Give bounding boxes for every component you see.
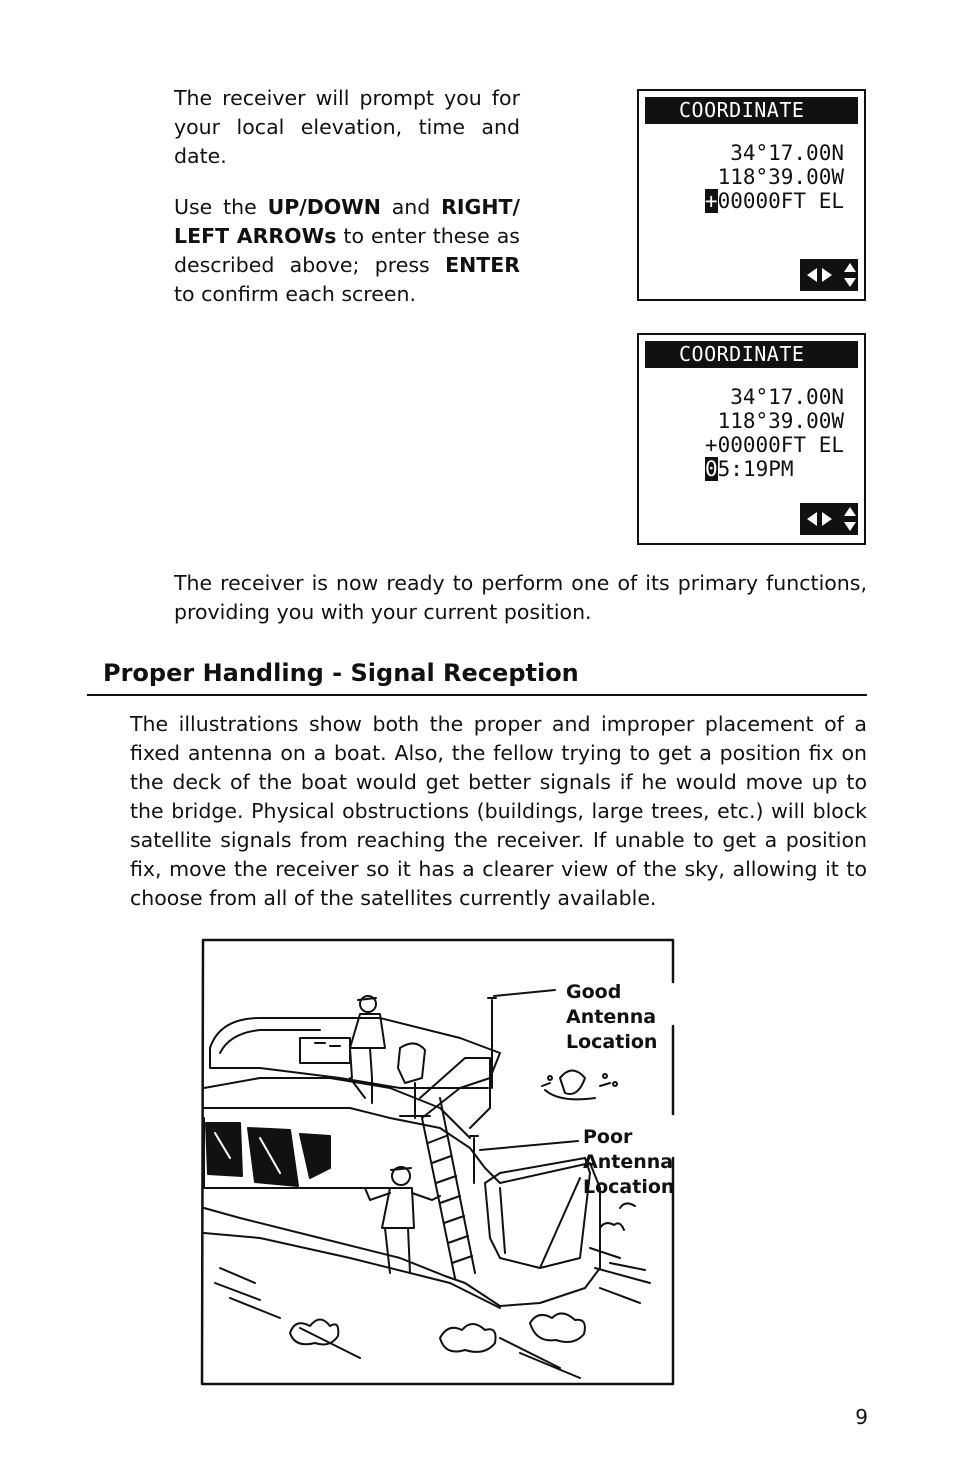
boat-illustration [200, 938, 676, 1386]
lcd-longitude: 118°39.00W [717, 409, 844, 433]
intro-paragraph: The receiver will prompt you for your local elevation, time and date. [174, 86, 520, 168]
and-word: and [380, 195, 442, 219]
lcd-title: COORDINATE [645, 341, 858, 368]
arrow-keys-icon [800, 503, 858, 535]
lcd-latitude: 34°17.00N [730, 385, 844, 409]
lcd-time-value: 5:19PM [717, 457, 794, 481]
page-number: 9 [855, 1405, 868, 1429]
lcd-latitude: 34°17.00N [730, 141, 844, 165]
lcd-cursor: 0 [705, 457, 718, 481]
good-label-line1: Good Antenna [566, 981, 657, 1028]
lcd-elevation [705, 189, 844, 213]
good-label-line2: Location [566, 1031, 658, 1053]
section-body: The illustrations show both the proper and improper placement of a fixed antenna on a boat. Also, the fellow trying to get a position fix on the deck of the boat would get better signals if he would move up to the bridge. Physical obstructions (buildings, large trees, etc.) will block satellite signals from reaching the receiver. If unable to get a position fix, move the receiver so it has a clearer view of the sky, allowing it to choose from all of the satellites currently available. [130, 712, 867, 910]
lcd-elevation-value: 00000FT EL [717, 189, 844, 213]
poor-label-line2: Location [583, 1176, 675, 1198]
use-prefix: Use the [174, 195, 268, 219]
arrow-keys-icon [800, 259, 858, 291]
lcd-cursor: + [704, 189, 718, 213]
poor-label-line1: Poor Antenna [583, 1126, 674, 1173]
lcd-elevation: +00000FT EL [704, 433, 844, 457]
lcd-screen-time [637, 333, 866, 545]
lcd-longitude: 118°39.00W [717, 165, 844, 189]
instructions-middle: to enter these as described above; press [174, 224, 520, 277]
instructions-paragraph [174, 193, 520, 309]
section-heading: Proper Handling - Signal Reception [103, 659, 579, 687]
lcd-screen-elevation [637, 89, 866, 301]
ready-paragraph: The receiver is now ready to perform one of its primary functions, providing you with your current position. [174, 571, 867, 624]
good-antenna-label [566, 980, 676, 1055]
lcd-title: COORDINATE [645, 97, 858, 124]
heading-rule [87, 694, 867, 696]
updown-keyword: UP/DOWN [267, 195, 381, 219]
poor-antenna-label [583, 1125, 676, 1200]
rightleft-keyword: RIGHT/ LEFT ARROWs [174, 195, 520, 248]
lcd-time [705, 457, 794, 481]
instructions-suffix: to confirm each screen. [174, 282, 416, 306]
enter-keyword: ENTER [445, 253, 520, 277]
